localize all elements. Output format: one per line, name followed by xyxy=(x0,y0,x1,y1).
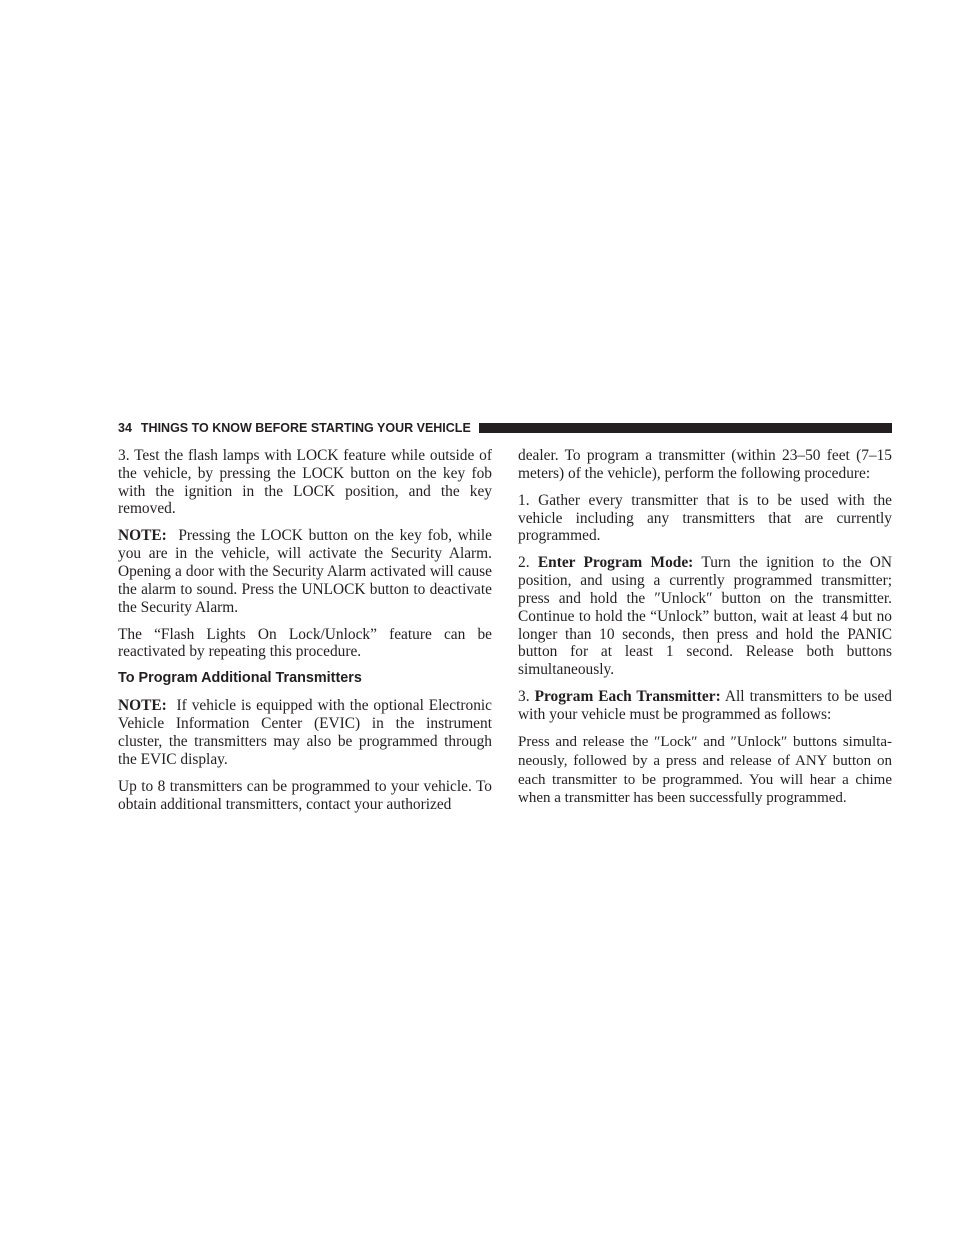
page-header xyxy=(118,419,892,437)
header-rule xyxy=(479,423,892,433)
right-column xyxy=(518,447,892,817)
note-label: NOTE: xyxy=(118,527,167,545)
paragraph-up-to-8: Up to 8 transmitters can be programmed to your vehicle. To obtain additional transmitters, contact your authorized xyxy=(118,777,492,813)
step-label: Enter Program Mode: xyxy=(537,554,694,572)
paragraph-dealer: dealer. To program a transmitter (within 23–50 feet (7–15 meters) of the vehicle), perform the following procedure: xyxy=(518,447,892,482)
section-heading: To Program Additional Transmitters xyxy=(118,670,362,687)
note-text: Pressing the LOCK button on the key fob, while you are in the vehicle, will activate the Security Alarm. Opening a door with the Security Alarm activated will cause the alarm to sound. Press the UNLOCK button to deactivate the Security Alarm. xyxy=(118,527,492,616)
note-label: NOTE: xyxy=(118,697,167,715)
paragraph-press-release: Press and release the ″Lock″ and ″Unlock″ buttons simultaneously, followed by a press and release of ANY button on each transmitter to be programmed. You will hear a chime when a transmitter has been successfully programmed. xyxy=(518,733,892,807)
paragraph-test-flash-lamps: 3. Test the flash lamps with LOCK feature while outside of the vehicle, by pressing the LOCK button on the key fob with the ignition in the LOCK position, and the key removed. xyxy=(118,447,492,518)
note-evic xyxy=(118,697,492,768)
page-number: 34 xyxy=(118,421,132,435)
step-3 xyxy=(518,688,892,724)
step-label: Program Each Transmitter: xyxy=(534,688,721,706)
note-text: If vehicle is equipped with the optional Electronic Vehicle Information Center (EVIC) in the instrument cluster, the transmitters may also be programmed through the EVIC display. xyxy=(118,697,492,768)
paragraph-reactivate: The “Flash Lights On Lock/Unlock” feature can be reactivated by repeating this procedure. xyxy=(118,625,492,661)
step-number: 2. xyxy=(518,554,530,572)
step-text: All transmitters to be used with your vehicle must be programmed as follows: xyxy=(518,688,892,723)
section-title: THINGS TO KNOW BEFORE STARTING YOUR VEHICLE xyxy=(140,421,471,435)
step-1: 1. Gather every transmitter that is to be used with the vehicle including any transmitters that are currently programmed. xyxy=(518,491,892,545)
left-column xyxy=(118,447,492,822)
step-2 xyxy=(518,554,892,679)
step-number: 3. xyxy=(518,688,530,706)
note-security-alarm xyxy=(118,527,492,616)
step-text: Turn the ignition to the ON position, and using a currently programmed transmitter; press and hold the ″Unlock″ button on the transmitter. Continue to hold the “Unlock” button, wait at least 4 but no longer than 10 seconds, then press and hold the PANIC button for at least 1 second. Release both buttons simultaneously. xyxy=(518,554,892,679)
